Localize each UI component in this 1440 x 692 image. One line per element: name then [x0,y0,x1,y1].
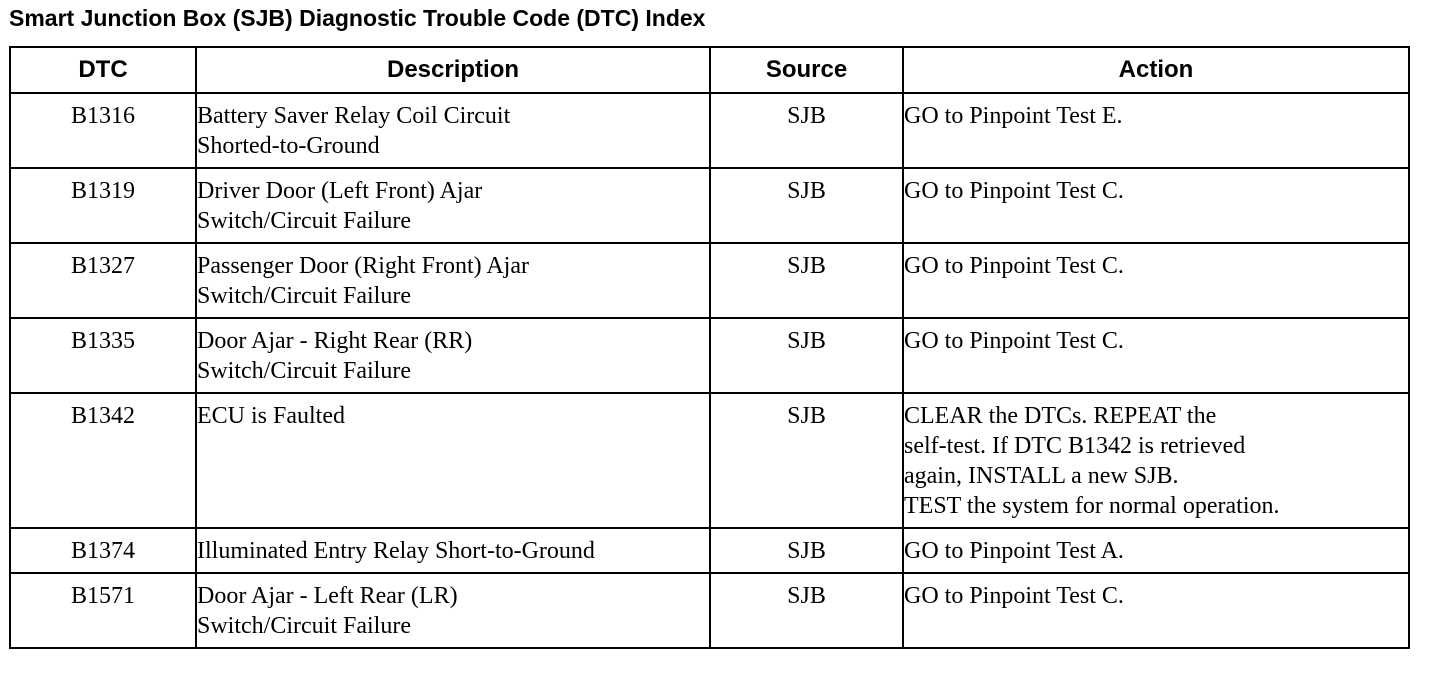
description-line: Switch/Circuit Failure [197,283,411,309]
action-cell [903,318,1409,393]
source-cell: SJB [710,393,903,528]
dtc-code-cell: B1571 [10,573,196,648]
action-cell [903,243,1409,318]
dtc-code-cell: B1342 [10,393,196,528]
column-header-dtc: DTC [10,47,196,93]
dtc-code-cell: B1374 [10,528,196,573]
action-line: GO to Pinpoint Test E. [904,103,1123,129]
source-cell: SJB [710,243,903,318]
dtc-index-table [9,46,1410,649]
action-cell [903,393,1409,528]
description-line: Switch/Circuit Failure [197,613,411,639]
description-cell [196,243,710,318]
action-line: GO to Pinpoint Test C. [904,178,1124,204]
table-header-row [10,47,1409,93]
description-line: ECU is Faulted [197,403,345,429]
table-row [10,573,1409,648]
dtc-code-cell: B1327 [10,243,196,318]
description-cell [196,573,710,648]
action-line: GO to Pinpoint Test C. [904,583,1124,609]
source-cell: SJB [710,573,903,648]
action-cell [903,93,1409,168]
dtc-code-cell: B1335 [10,318,196,393]
table-row [10,93,1409,168]
table-row [10,528,1409,573]
description-line: Door Ajar - Left Rear (LR) [197,583,458,609]
source-cell: SJB [710,168,903,243]
table-row [10,243,1409,318]
source-cell: SJB [710,528,903,573]
action-cell [903,168,1409,243]
description-cell [196,528,710,573]
dtc-code-cell: B1319 [10,168,196,243]
column-header-action: Action [903,47,1409,93]
action-cell [903,528,1409,573]
description-line: Switch/Circuit Failure [197,208,411,234]
column-header-source: Source [710,47,903,93]
action-line: GO to Pinpoint Test C. [904,253,1124,279]
source-cell: SJB [710,318,903,393]
action-line: TEST the system for normal operation. [904,493,1280,519]
action-cell [903,573,1409,648]
source-cell: SJB [710,93,903,168]
description-line: Shorted-to-Ground [197,133,380,159]
action-line: GO to Pinpoint Test C. [904,328,1124,354]
description-cell [196,93,710,168]
dtc-code-cell: B1316 [10,93,196,168]
description-cell [196,318,710,393]
description-line: Door Ajar - Right Rear (RR) [197,328,473,354]
description-line: Driver Door (Left Front) Ajar [197,178,483,204]
document-title: Smart Junction Box (SJB) Diagnostic Trouble Code (DTC) Index [9,5,706,31]
description-line: Switch/Circuit Failure [197,358,411,384]
table-row [10,168,1409,243]
table-row [10,393,1409,528]
description-line: Battery Saver Relay Coil Circuit [197,103,511,129]
description-cell [196,393,710,528]
description-line: Passenger Door (Right Front) Ajar [197,253,529,279]
action-line: self-test. If DTC B1342 is retrieved [904,433,1246,459]
action-line: GO to Pinpoint Test A. [904,538,1124,564]
action-line: CLEAR the DTCs. REPEAT the [904,403,1217,429]
table-row [10,318,1409,393]
description-line: Illuminated Entry Relay Short-to-Ground [197,538,595,564]
description-cell [196,168,710,243]
column-header-description: Description [196,47,710,93]
action-line: again, INSTALL a new SJB. [904,463,1179,489]
